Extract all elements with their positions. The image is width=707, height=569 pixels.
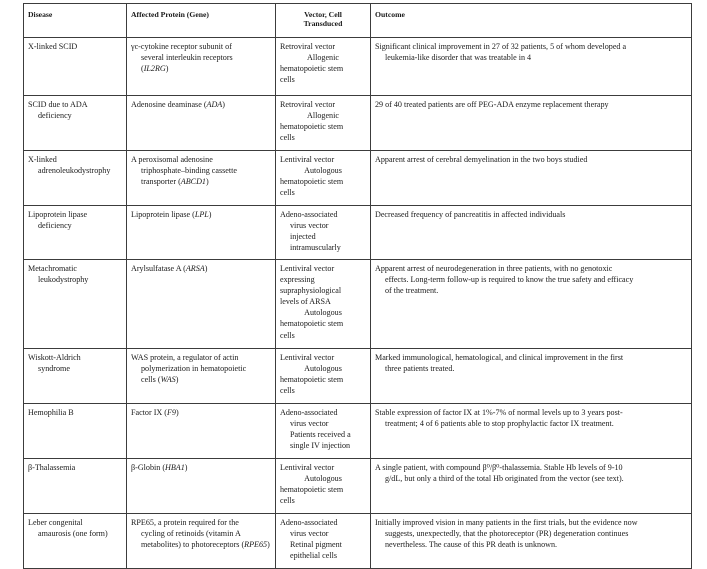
cell-outcome: Apparent arrest of neurodegeneration in three patients, with no genotoxic effects. Long-term follow-up is required to know the true safety and efficacy of the treatment.	[371, 260, 692, 349]
table-row	[24, 459, 692, 514]
table-row	[24, 349, 692, 404]
cell-outcome: Apparent arrest of cerebral demyelination in the two boys studied	[371, 151, 692, 206]
cell-vector: Adeno-associated virus vector Patients received a single IV injection	[276, 404, 371, 459]
cell-outcome: 29 of 40 treated patients are off PEG-ADA enzyme replacement therapy	[371, 96, 692, 151]
cell-disease: Wiskott-Aldrich syndrome	[24, 349, 127, 404]
header-row	[24, 4, 692, 38]
cell-outcome: Stable expression of factor IX at 1%-7% of normal levels up to 3 years post- treatment; 4 of 6 patients able to stop prophylactic factor IX treatment.	[371, 404, 692, 459]
cell-protein: Adenosine deaminase (ADA)	[127, 96, 276, 151]
cell-protein: RPE65, a protein required for the cycling of retinoids (vitamin A metabolites) to photoreceptors (RPE65)	[127, 514, 276, 569]
header-outcome: Outcome	[371, 4, 692, 38]
cell-protein: Lipoprotein lipase (LPL)	[127, 206, 276, 260]
table-row	[24, 206, 692, 260]
cell-vector: Adeno-associated virus vector injected intramuscularly	[276, 206, 371, 260]
cell-vector: Lentiviral vector Autologous hematopoietic stem cells	[276, 151, 371, 206]
cell-disease: X-linked adrenoleukodystrophy	[24, 151, 127, 206]
table-row	[24, 514, 692, 569]
cell-outcome: Marked immunological, hematological, and clinical improvement in the first three patients treated.	[371, 349, 692, 404]
cell-outcome: Initially improved vision in many patients in the first trials, but the evidence now suggests, unexpectedly, that the photoreceptor (PR) degeneration continues nevertheless. The cause of this PR death is unknown.	[371, 514, 692, 569]
cell-protein: β-Globin (HBA1)	[127, 459, 276, 514]
cell-protein: Arylsulfatase A (ARSA)	[127, 260, 276, 349]
cell-outcome: Decreased frequency of pancreatitis in affected individuals	[371, 206, 692, 260]
cell-disease: β-Thalassemia	[24, 459, 127, 514]
cell-vector: Adeno-associated virus vector Retinal pigment epithelial cells	[276, 514, 371, 569]
cell-protein: Factor IX (F9)	[127, 404, 276, 459]
cell-outcome: A single patient, with compound β⁰/β⁰-thalassemia. Stable Hb levels of 9-10 g/dL, but only a third of the total Hb originated from the vector (see text).	[371, 459, 692, 514]
header-vector: Vector, Cell Transduced	[276, 4, 371, 38]
gene-therapy-table	[23, 3, 692, 569]
table-row	[24, 151, 692, 206]
cell-disease: SCID due to ADA deficiency	[24, 96, 127, 151]
table-row	[24, 404, 692, 459]
cell-disease: Metachromatic leukodystrophy	[24, 260, 127, 349]
cell-protein: WAS protein, a regulator of actin polymerization in hematopoietic cells (WAS)	[127, 349, 276, 404]
cell-vector: Lentiviral vector expressing supraphysiological levels of ARSA Autologous hematopoietic stem cells	[276, 260, 371, 349]
header-protein: Affected Protein (Gene)	[127, 4, 276, 38]
cell-vector: Retroviral vector Allogenic hematopoietic stem cells	[276, 96, 371, 151]
table-row	[24, 38, 692, 96]
cell-vector: Lentiviral vector Autologous hematopoietic stem cells	[276, 459, 371, 514]
table-row	[24, 260, 692, 349]
cell-protein: γc-cytokine receptor subunit of several interleukin receptors (IL2RG)	[127, 38, 276, 96]
table-row	[24, 96, 692, 151]
cell-protein: A peroxisomal adenosine triphosphate–binding cassette transporter (ABCD1)	[127, 151, 276, 206]
cell-disease: Lipoprotein lipase deficiency	[24, 206, 127, 260]
cell-vector: Lentiviral vector Autologous hematopoietic stem cells	[276, 349, 371, 404]
cell-vector: Retroviral vector Allogenic hematopoietic stem cells	[276, 38, 371, 96]
cell-disease: Hemophilia B	[24, 404, 127, 459]
cell-disease: X-linked SCID	[24, 38, 127, 96]
header-disease: Disease	[24, 4, 127, 38]
cell-outcome: Significant clinical improvement in 27 of 32 patients, 5 of whom developed a leukemia-like disorder that was treatable in 4	[371, 38, 692, 96]
cell-disease: Leber congenital amaurosis (one form)	[24, 514, 127, 569]
